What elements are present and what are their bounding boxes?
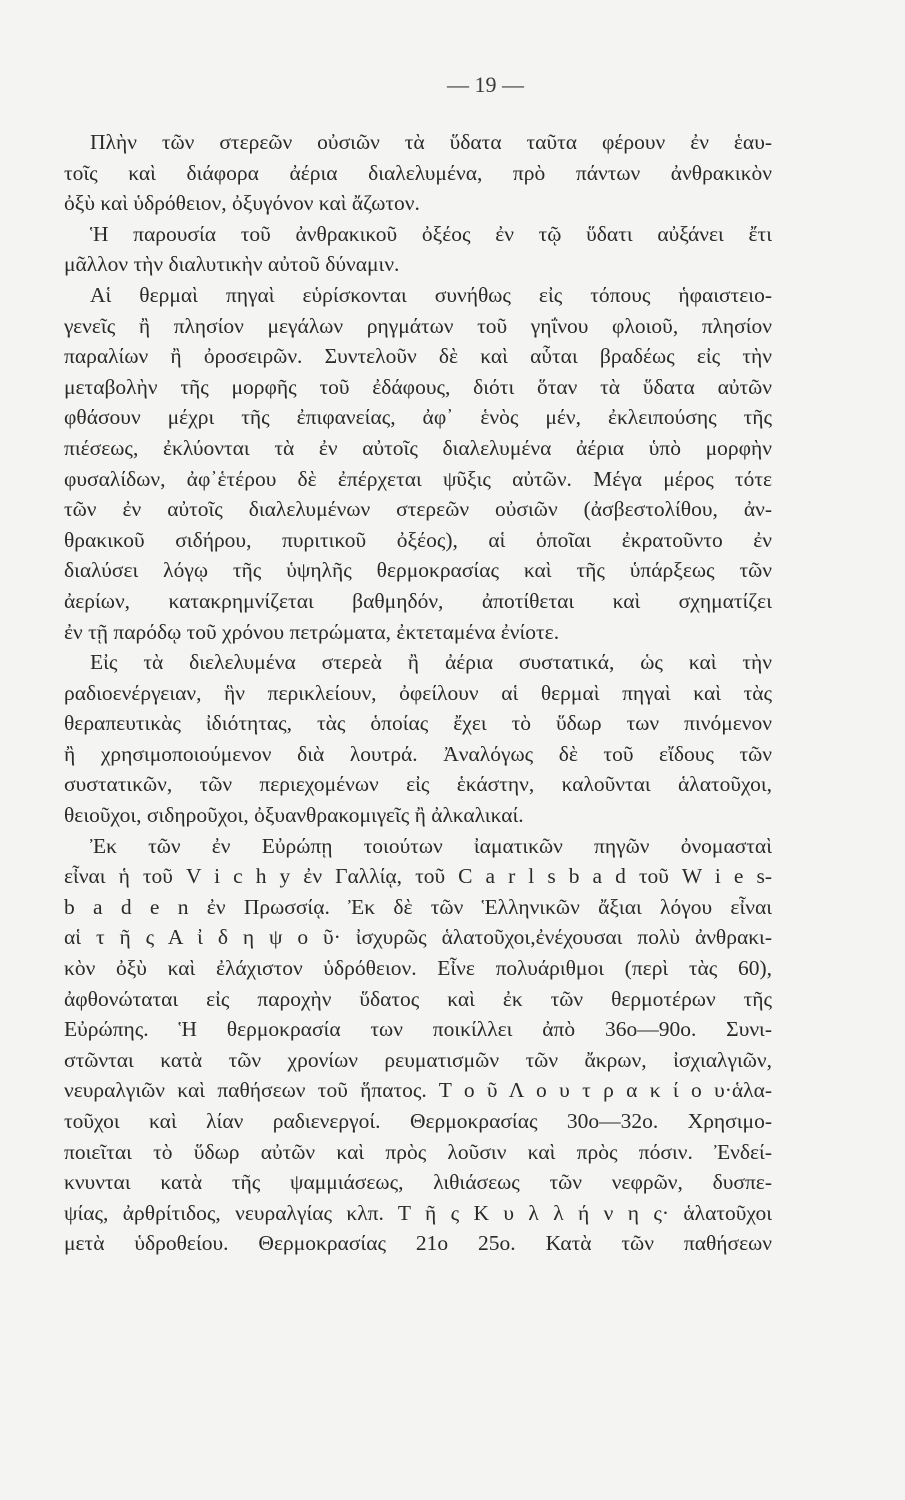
- text-line: συστατικῶν, τῶν περιεχομένων εἰς ἑκάστην, καλοῦνται ἁλατοῦχοι,: [64, 772, 772, 797]
- text-line: τοῖς καὶ διάφορα ἀέρια διαλελυμένα, πρὸ πάντων ἀνθρακικὸν: [64, 160, 772, 185]
- text-line: κὸν ὀξὺ καὶ ἐλάχιστον ὑδρόθειον. Εἶνε πολυάριθμοι (περὶ τὰς 60),: [64, 956, 772, 981]
- page-number: — 19 —: [447, 72, 524, 97]
- text-line: ραδιοενέργειαν, ἣν περικλείουν, ὀφείλουν αἱ θερμαὶ πηγαὶ καὶ τὰς: [64, 680, 772, 705]
- text-line: ποιεῖται τὸ ὕδωρ αὐτῶν καὶ πρὸς λοῦσιν καὶ πρὸς πόσιν. Ἐνδεί-: [64, 1139, 772, 1164]
- text-line: θρακικοῦ σιδήρου, πυριτικοῦ ὀξέος), αἱ ὁποῖαι ἐκρατοῦντο ἐν: [64, 527, 772, 552]
- text-line: Ἐκ τῶν ἐν Εὐρώπῃ τοιούτων ἰαματικῶν πηγῶν ὀνομασταὶ: [90, 833, 772, 858]
- text-line: εἶναι ἡ τοῦ V i c h y ἐν Γαλλίᾳ, τοῦ C a r l s b a d τοῦ W i e s-: [64, 864, 772, 889]
- text-line: ἀφθονώταται εἰς παροχὴν ὕδατος καὶ ἐκ τῶν θερμοτέρων τῆς: [64, 986, 772, 1011]
- text-line: τῶν ἐν αὐτοῖς διαλελυμένων στερεῶν οὐσιῶν (ἀσβεστολίθου, ἀν-: [64, 497, 772, 522]
- text-line: μεταβολὴν τῆς μορφῆς τοῦ ἐδάφους, διότι ὅταν τὰ ὕδατα αὐτῶν: [64, 374, 772, 399]
- text-line: γενεῖς ἢ πλησίον μεγάλων ρηγμάτων τοῦ γηΐνου φλοιοῦ, πλησίον: [64, 313, 772, 338]
- text-line: διαλύσει λόγῳ τῆς ὑψηλῆς θερμοκρασίας καὶ τῆς ὑπάρξεως τῶν: [64, 558, 772, 583]
- text-line: ὀξὺ καὶ ὑδρόθειον, ὀξυγόνον καὶ ἄζωτον.: [64, 191, 420, 216]
- text-line: θειοῦχοι, σιδηροῦχοι, ὀξυανθρακομιγεῖς ἢ ἀλκαλικαί.: [64, 803, 524, 828]
- text-line: παραλίων ἢ ὀροσειρῶν. Συντελοῦν δὲ καὶ αὗται βραδέως εἰς τὴν: [64, 344, 772, 369]
- text-line: στῶνται κατὰ τῶν χρονίων ρευματισμῶν τῶν ἄκρων, ἰσχιαλγιῶν,: [64, 1047, 772, 1072]
- text-line: φυσαλίδων, ἀφ᾽ἑτέρου δὲ ἐπέρχεται ψῦξις αὐτῶν. Μέγα μέρος τότε: [64, 466, 772, 491]
- text-line: ἀερίων, κατακρημνίζεται βαθμηδόν, ἀποτίθεται καὶ σχηματίζει: [64, 588, 772, 613]
- text-line: αἱ τ ῆ ς Α ἰ δ η ψ ο ῦ· ἰσχυρῶς ἁλατοῦχοι,ἐνέχουσαι πολὺ ἀνθρακι-: [64, 925, 772, 950]
- text-line: b a d e n ἐν Πρωσσίᾳ. Ἐκ δὲ τῶν Ἑλληνικῶν ἄξιαι λόγου εἶναι: [64, 894, 772, 919]
- text-line: Ἡ παρουσία τοῦ ἀνθρακικοῦ ὀξέος ἐν τῷ ὕδατι αὐξάνει ἔτι: [90, 221, 772, 246]
- text-line: Εὐρώπης. Ἡ θερμοκρασία των ποικίλλει ἀπὸ 36ο—90ο. Συνι-: [64, 1017, 772, 1042]
- text-line: μετὰ ὑδροθείου. Θερμοκρασίας 21ο 25ο. Κατὰ τῶν παθήσεων: [64, 1231, 772, 1256]
- body-text: [64, 127, 772, 1259]
- text-line: νευραλγιῶν καὶ παθήσεων τοῦ ἥπατος. Τ ο ῦ Λ ο υ τ ρ α κ ί ο υ·ἁλα-: [64, 1078, 772, 1103]
- text-line: ἢ χρησιμοποιούμενον διὰ λουτρά. Ἀναλόγως δὲ τοῦ εἴδους τῶν: [64, 741, 772, 766]
- text-line: ψίας, ἀρθρίτιδος, νευραλγίας κλπ. Τ ῆ ς Κ υ λ λ ή ν η ς· ἁλατοῦχοι: [64, 1200, 772, 1225]
- text-line: Εἰς τὰ διελελυμένα στερεὰ ἢ ἀέρια συστατικά, ὡς καὶ τὴν: [90, 650, 772, 675]
- text-line: φθάσουν μέχρι τῆς ἐπιφανείας, ἀφ᾽ ἑνὸς μέν, ἐκλειπούσης τῆς: [64, 405, 772, 430]
- text-line: ἐν τῇ παρόδῳ τοῦ χρόνου πετρώματα, ἐκτεταμένα ἐνίοτε.: [64, 619, 560, 644]
- text-line: μᾶλλον τὴν διαλυτικὴν αὐτοῦ δύναμιν.: [64, 252, 400, 277]
- text-line: Πλὴν τῶν στερεῶν οὐσιῶν τὰ ὕδατα ταῦτα φέρουν ἐν ἑαυ-: [90, 130, 772, 154]
- text-line: θεραπευτικὰς ἰδιότητας, τὰς ὁποίας ἔχει τὸ ὕδωρ των πινόμενον: [64, 711, 772, 736]
- text-line: κνυνται κατὰ τῆς ψαμμιάσεως, λιθιάσεως τῶν νεφρῶν, δυσπε-: [64, 1170, 772, 1195]
- text-line: πιέσεως, ἐκλύονται τὰ ἐν αὐτοῖς διαλελυμένα ἀέρια ὑπὸ μορφὴν: [64, 435, 772, 460]
- text-line: Αἱ θερμαὶ πηγαὶ εὑρίσκονται συνήθως εἰς τόπους ἡφαιστειο-: [90, 282, 772, 307]
- text-line: τοῦχοι καὶ λίαν ραδιενεργοί. Θερμοκρασίας 30ο—32ο. Χρησιμο-: [64, 1109, 772, 1133]
